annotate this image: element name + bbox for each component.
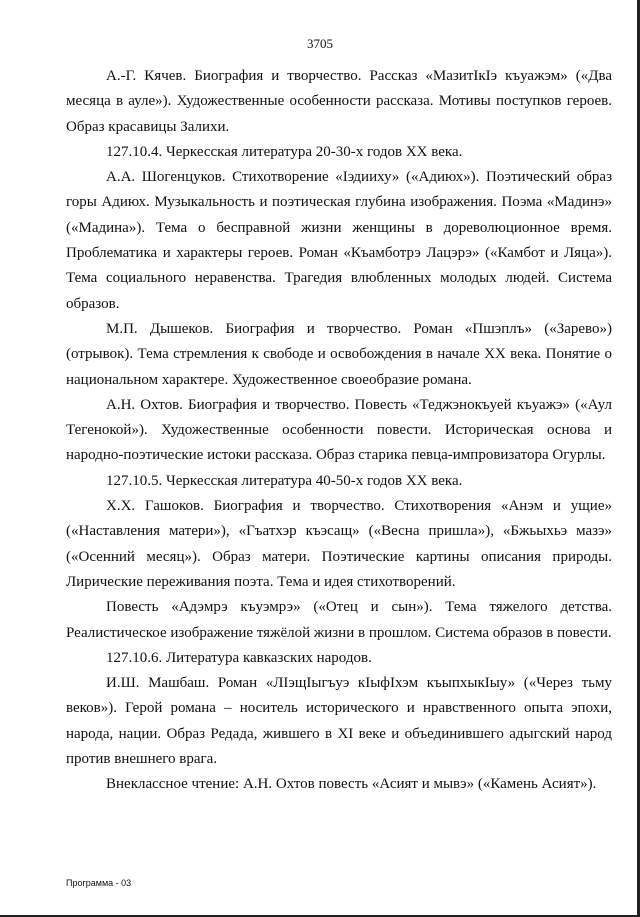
paragraph-okhtov: А.Н. Охтов. Биография и творчество. Повесть «Теджэнокъуей къуажэ» («Аул Тегенокой»). Художественные особенности повести. Историческая основа и народно-поэтические истоки рассказа. Образ старика певца-импровизатора Огурлы. <box>66 396 612 464</box>
footer-program-label: Программа - 03 <box>66 878 132 888</box>
paragraph-extracurricular-reading: Внеклассное чтение: А.Н. Охтов повесть «Асият и мывэ» («Камень Асият»). <box>106 776 597 793</box>
section-heading-127-10-5: 127.10.5. Черкесская литература 40-50-х годов XX века. <box>106 472 463 489</box>
paragraph-shogentsukov: А.А. Шогенцуков. Стихотворение «Iэдииху» («Адиюх»). Поэтический образ горы Адиюх. Музыкальность и поэтическая глубина изображения. Поэма «Мадинэ» («Мадина»). Тема о бесправной жизни женщины в дореволюционное время. Проблематика и характеры героев. Роман «Къамботрэ Лацэрэ» («Камбот и Ляца»). Тема социального неравенства. Трагедия влюбленных молодых людей. Система образов. <box>66 169 612 312</box>
paragraph-otets-i-syn: Повесть «Адэмрэ къуэмрэ» («Отец и сын»). Тема тяжелого детства. Реалистическое изображение тяжёлой жизни в прошлом. Система образов в повести. <box>66 599 612 641</box>
page-number: 3705 <box>307 36 333 51</box>
paragraph-kyachev: А.-Г. Кячев. Биография и творчество. Рассказ «МазитIкIэ къуажэм» («Два месяца в ауле»). Художественные особенности рассказа. Мотивы поступков героев. Образ красавицы Залихи. <box>66 68 612 135</box>
section-heading-127-10-4: 127.10.4. Черкесская литература 20-30-х годов XX века. <box>106 143 463 160</box>
paragraph-dyshekov: М.П. Дышеков. Биография и творчество. Роман «Пшэплъ» («Зарево») (отрывок). Тема стремления к свободе и освобождения в начале XX века. Понятие о национальном характере. Художественное своеобразие романа. <box>66 320 612 388</box>
document-body <box>66 64 612 798</box>
paragraph-mashbash: И.Ш. Машбаш. Роман «ЛIэщIыгъуэ кIыфIхэм къыпхыкIыу» («Через тьму веков»). Герой романа – носитель исторического и нравственного опыта эпохи, народа, нации. Образ Редада, жившего в XI веке и объединившего адыгский народ против внешнего врага. <box>66 675 612 768</box>
paragraph-gashokov: Х.Х. Гашоков. Биография и творчество. Стихотворения «Анэм и ущие» («Наставления матери»), «Гъатхэр къэсащ» («Весна пришла»), «Бжьыхьэ мазэ» («Осенний месяц»). Образ матери. Поэтические картины описания природы. Лирические переживания поэта. Тема и идея стихотворений. <box>66 498 612 590</box>
section-heading-127-10-6: 127.10.6. Литература кавказских народов. <box>106 649 372 666</box>
